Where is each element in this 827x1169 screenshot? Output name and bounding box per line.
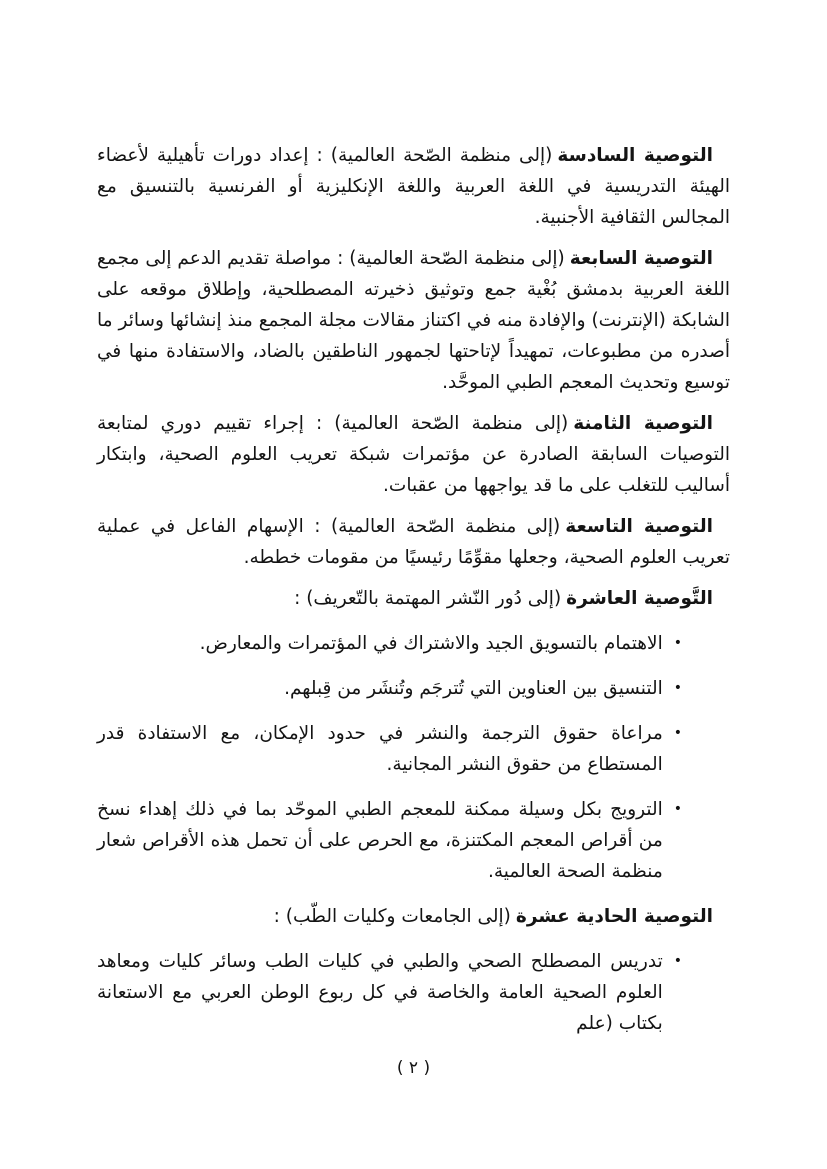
document-page [97, 140, 730, 1084]
recommendation-7-title: التوصية السابعة [569, 248, 714, 269]
bullet-icon: • [673, 801, 682, 817]
recommendation-6-paragraph [97, 140, 730, 233]
recommendation-11-bullet-list [97, 946, 730, 1039]
list-item [97, 794, 682, 887]
recommendation-10-bullet-list [97, 628, 730, 887]
recommendation-10-title: التَّوصية العاشرة [566, 588, 713, 609]
bullet-icon: • [673, 680, 682, 696]
bullet-text: التنسيق بين العناوين التي تُترجَم وتُنشَر من قِبلهم. [284, 678, 663, 699]
recommendation-8-title: التوصية الثامنة [573, 413, 713, 434]
recommendation-11-addressee: (إلى الجامعات وكليات الطّب) : [273, 906, 511, 927]
bullet-text: مراعاة حقوق الترجمة والنشر في حدود الإمكان، مع الاستفادة قدر المستطاع من حقوق النشر المجانية. [97, 723, 663, 775]
recommendation-10-addressee: (إلى دُور النّشر المهتمة بالتّعريف) : [294, 588, 562, 609]
list-item [97, 946, 682, 1039]
recommendation-11-heading [97, 901, 730, 932]
list-item [97, 718, 682, 780]
recommendation-10-heading [97, 583, 730, 614]
recommendation-7-paragraph [97, 243, 730, 398]
recommendation-9-paragraph [97, 511, 730, 573]
bullet-icon: • [673, 953, 682, 969]
bullet-text: الاهتمام بالتسويق الجيد والاشتراك في المؤتمرات والمعارض. [199, 633, 663, 654]
recommendation-7-body: (إلى منظمة الصّحة العالمية) : مواصلة تقديم الدعم إلى مجمع اللغة العربية بدمشق بُغْية جمع وتوثيق ذخيرته المصطلحية، وإطلاق موقعه على الشابكة (الإنترنت) والإفادة منه في اكتناز مقالات مجلة المجمع منذ إنشائها وسائر ما أصدره من مطبوعات، تمهيداً لإتاحتها لجمهور الناطقين بالضاد، والاستفادة منها في توسيع وتحديث المعجم الطبي الموحَّد. [97, 248, 730, 393]
bullet-text: تدريس المصطلح الصحي والطبي في كليات الطب وسائر كليات ومعاهد العلوم الصحية العامة والخاصة في كل ربوع الوطن العربي مع الاستعانة بكتاب (علم [97, 951, 663, 1034]
recommendation-9-body: (إلى منظمة الصّحة العالمية) : الإسهام الفاعل في عملية تعريب العلوم الصحية، وجعلها مقوِّمًا رئيسيًا من مقومات خططه. [97, 516, 730, 568]
recommendation-6-title: التوصية السادسة [557, 145, 713, 166]
recommendation-9-title: التوصية التاسعة [565, 516, 714, 537]
recommendation-8-body: (إلى منظمة الصّحة العالمية) : إجراء تقييم دوري لمتابعة التوصيات السابقة الصادرة عن مؤتمرات شبكة تعريب العلوم الصحية، وابتكار أساليب للتغلب على ما قد يواجهها من عقبات. [97, 413, 730, 496]
page-number: ( ٢ ) [396, 1058, 431, 1078]
recommendation-6-body: (إلى منظمة الصّحة العالمية) : إعداد دورات تأهيلية لأعضاء الهيئة التدريسية في اللغة العربية واللغة الإنكليزية أو الفرنسية بالتنسيق مع المجالس الثقافية الأجنبية. [97, 145, 730, 228]
recommendation-8-paragraph [97, 408, 730, 501]
list-item [97, 673, 682, 704]
bullet-text: الترويج بكل وسيلة ممكنة للمعجم الطبي الموحّد بما في ذلك إهداء نسخ من أقراص المعجم المكتنزة، مع الحرص على أن تحمل هذه الأقراص شعار منظمة الصحة العالمية. [97, 799, 663, 882]
recommendation-11-title: التوصية الحادية عشرة [515, 906, 713, 927]
list-item [97, 628, 682, 659]
bullet-icon: • [673, 725, 682, 741]
bullet-icon: • [673, 635, 682, 651]
